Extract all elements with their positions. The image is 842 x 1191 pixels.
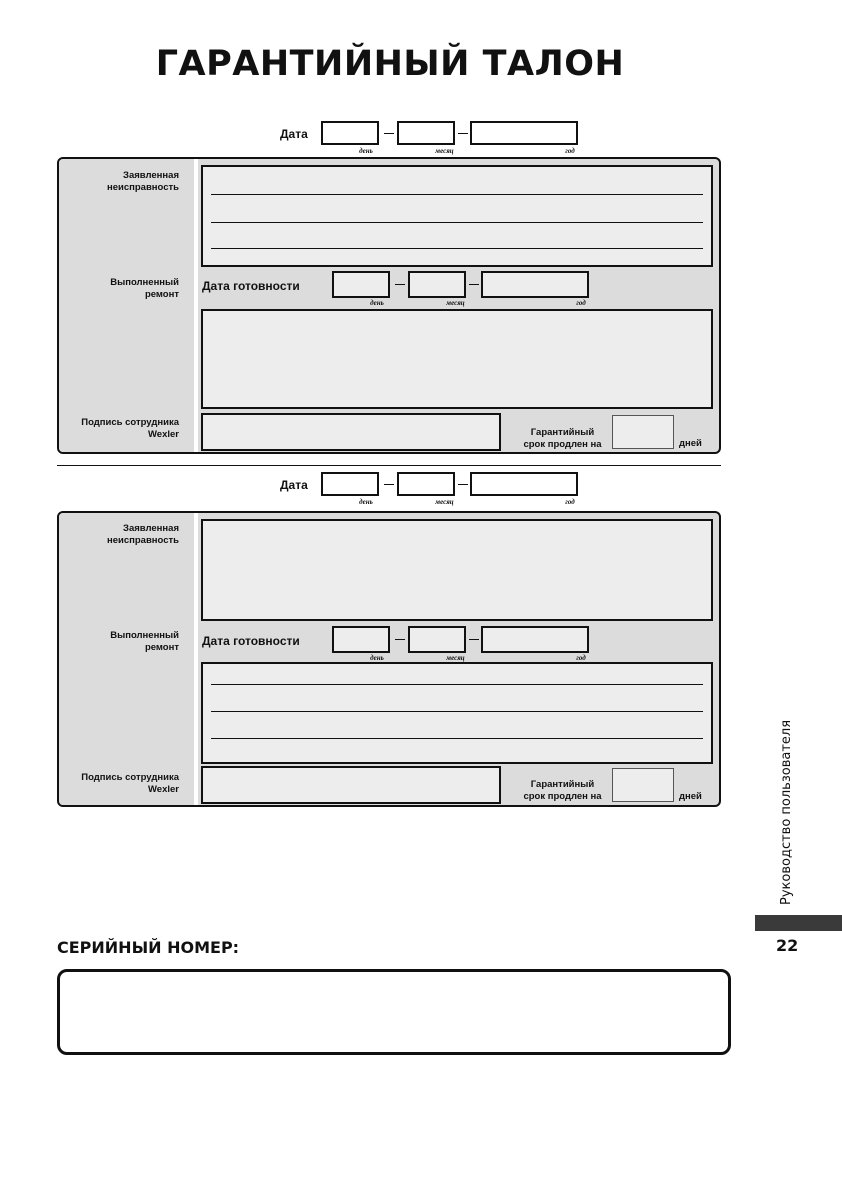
warranty-label-line2: срок продлен на: [523, 791, 602, 802]
repair-label-line1: Выполненный: [110, 630, 179, 641]
claimed-defect-label-line1: Заявленная: [123, 523, 179, 534]
column-separator: [194, 159, 198, 452]
warranty-days-field[interactable]: [612, 415, 674, 449]
signature-field[interactable]: [201, 766, 501, 804]
ready-day-field[interactable]: [332, 271, 390, 298]
caption-day: день: [370, 299, 384, 307]
repair-label-line1: Выполненный: [110, 277, 179, 288]
caption-year: год: [565, 147, 575, 155]
date-label: Дата: [280, 127, 308, 141]
repair-label-line2: ремонт: [144, 289, 179, 300]
dash: [458, 484, 468, 485]
dash: [469, 284, 479, 285]
signature-label-line1: Подпись сотрудника: [81, 772, 179, 783]
repair-label: [110, 630, 179, 654]
serial-number-field[interactable]: [57, 969, 731, 1055]
caption-month: месяц: [435, 498, 454, 506]
repair-label: [110, 277, 179, 301]
claimed-defect-label-line2: неисправность: [106, 535, 179, 546]
writing-line: [211, 738, 703, 739]
date-month-field[interactable]: [397, 121, 455, 145]
side-tab-bar: [755, 915, 842, 931]
claimed-defect-label: [107, 523, 179, 547]
signature-label-line1: Подпись сотрудника: [81, 417, 179, 428]
caption-year: год: [576, 654, 586, 662]
claimed-defect-field[interactable]: [201, 165, 713, 267]
date-label: Дата: [280, 478, 308, 492]
writing-line: [211, 684, 703, 685]
claimed-defect-field[interactable]: [201, 519, 713, 621]
ready-month-field[interactable]: [408, 271, 466, 298]
repair-field[interactable]: [201, 309, 713, 409]
date-day-field[interactable]: [321, 472, 379, 496]
page-number: 22: [776, 936, 799, 955]
date-month-field[interactable]: [397, 472, 455, 496]
repair-field[interactable]: [201, 662, 713, 764]
ready-month-field[interactable]: [408, 626, 466, 653]
dash: [384, 133, 394, 134]
warranty-label: [516, 779, 609, 803]
repair-label-line2: ремонт: [144, 642, 179, 653]
dash: [469, 639, 479, 640]
warranty-days-field[interactable]: [612, 768, 674, 802]
claimed-defect-label-line1: Заявленная: [123, 170, 179, 181]
label-column: [59, 513, 194, 805]
claimed-defect-label: [107, 170, 179, 194]
date-year-field[interactable]: [470, 472, 578, 496]
caption-month: месяц: [435, 147, 454, 155]
ticket-2-panel: [57, 511, 721, 807]
caption-day: день: [359, 498, 373, 506]
caption-day: день: [370, 654, 384, 662]
warranty-label-line2: срок продлен на: [523, 439, 602, 450]
warranty-label: [516, 427, 609, 451]
dash: [395, 284, 405, 285]
date-year-field[interactable]: [470, 121, 578, 145]
signature-field[interactable]: [201, 413, 501, 451]
dash: [384, 484, 394, 485]
warranty-label-line1: Гарантийный: [530, 779, 595, 790]
column-separator: [194, 513, 198, 805]
writing-line: [211, 222, 703, 223]
date-day-field[interactable]: [321, 121, 379, 145]
warranty-label-line1: Гарантийный: [530, 427, 595, 438]
signature-label-line2: Wexler: [148, 784, 179, 795]
ready-year-field[interactable]: [481, 271, 589, 298]
claimed-defect-label-line2: неисправность: [106, 182, 179, 193]
days-label: дней: [679, 438, 702, 449]
page-title: ГАРАНТИЙНЫЙ ТАЛОН: [155, 44, 625, 84]
cut-line: [57, 465, 721, 466]
label-column: [59, 159, 194, 452]
ready-date-label: Дата готовности: [202, 279, 300, 293]
caption-day: день: [359, 147, 373, 155]
writing-line: [211, 248, 703, 249]
ready-date-label: Дата готовности: [202, 634, 300, 648]
dash: [458, 133, 468, 134]
caption-month: месяц: [446, 654, 465, 662]
caption-month: месяц: [446, 299, 465, 307]
ready-day-field[interactable]: [332, 626, 390, 653]
side-section-label: Руководство пользователя: [779, 719, 794, 905]
ticket-1-panel: [57, 157, 721, 454]
writing-line: [211, 194, 703, 195]
dash: [395, 639, 405, 640]
caption-year: год: [576, 299, 586, 307]
days-label: дней: [679, 791, 702, 802]
ready-year-field[interactable]: [481, 626, 589, 653]
caption-year: год: [565, 498, 575, 506]
serial-number-title: СЕРИЙНЫЙ НОМЕР:: [57, 938, 240, 957]
signature-label: [81, 772, 179, 796]
signature-label-line2: Wexler: [148, 429, 179, 440]
writing-line: [211, 711, 703, 712]
signature-label: [81, 417, 179, 441]
